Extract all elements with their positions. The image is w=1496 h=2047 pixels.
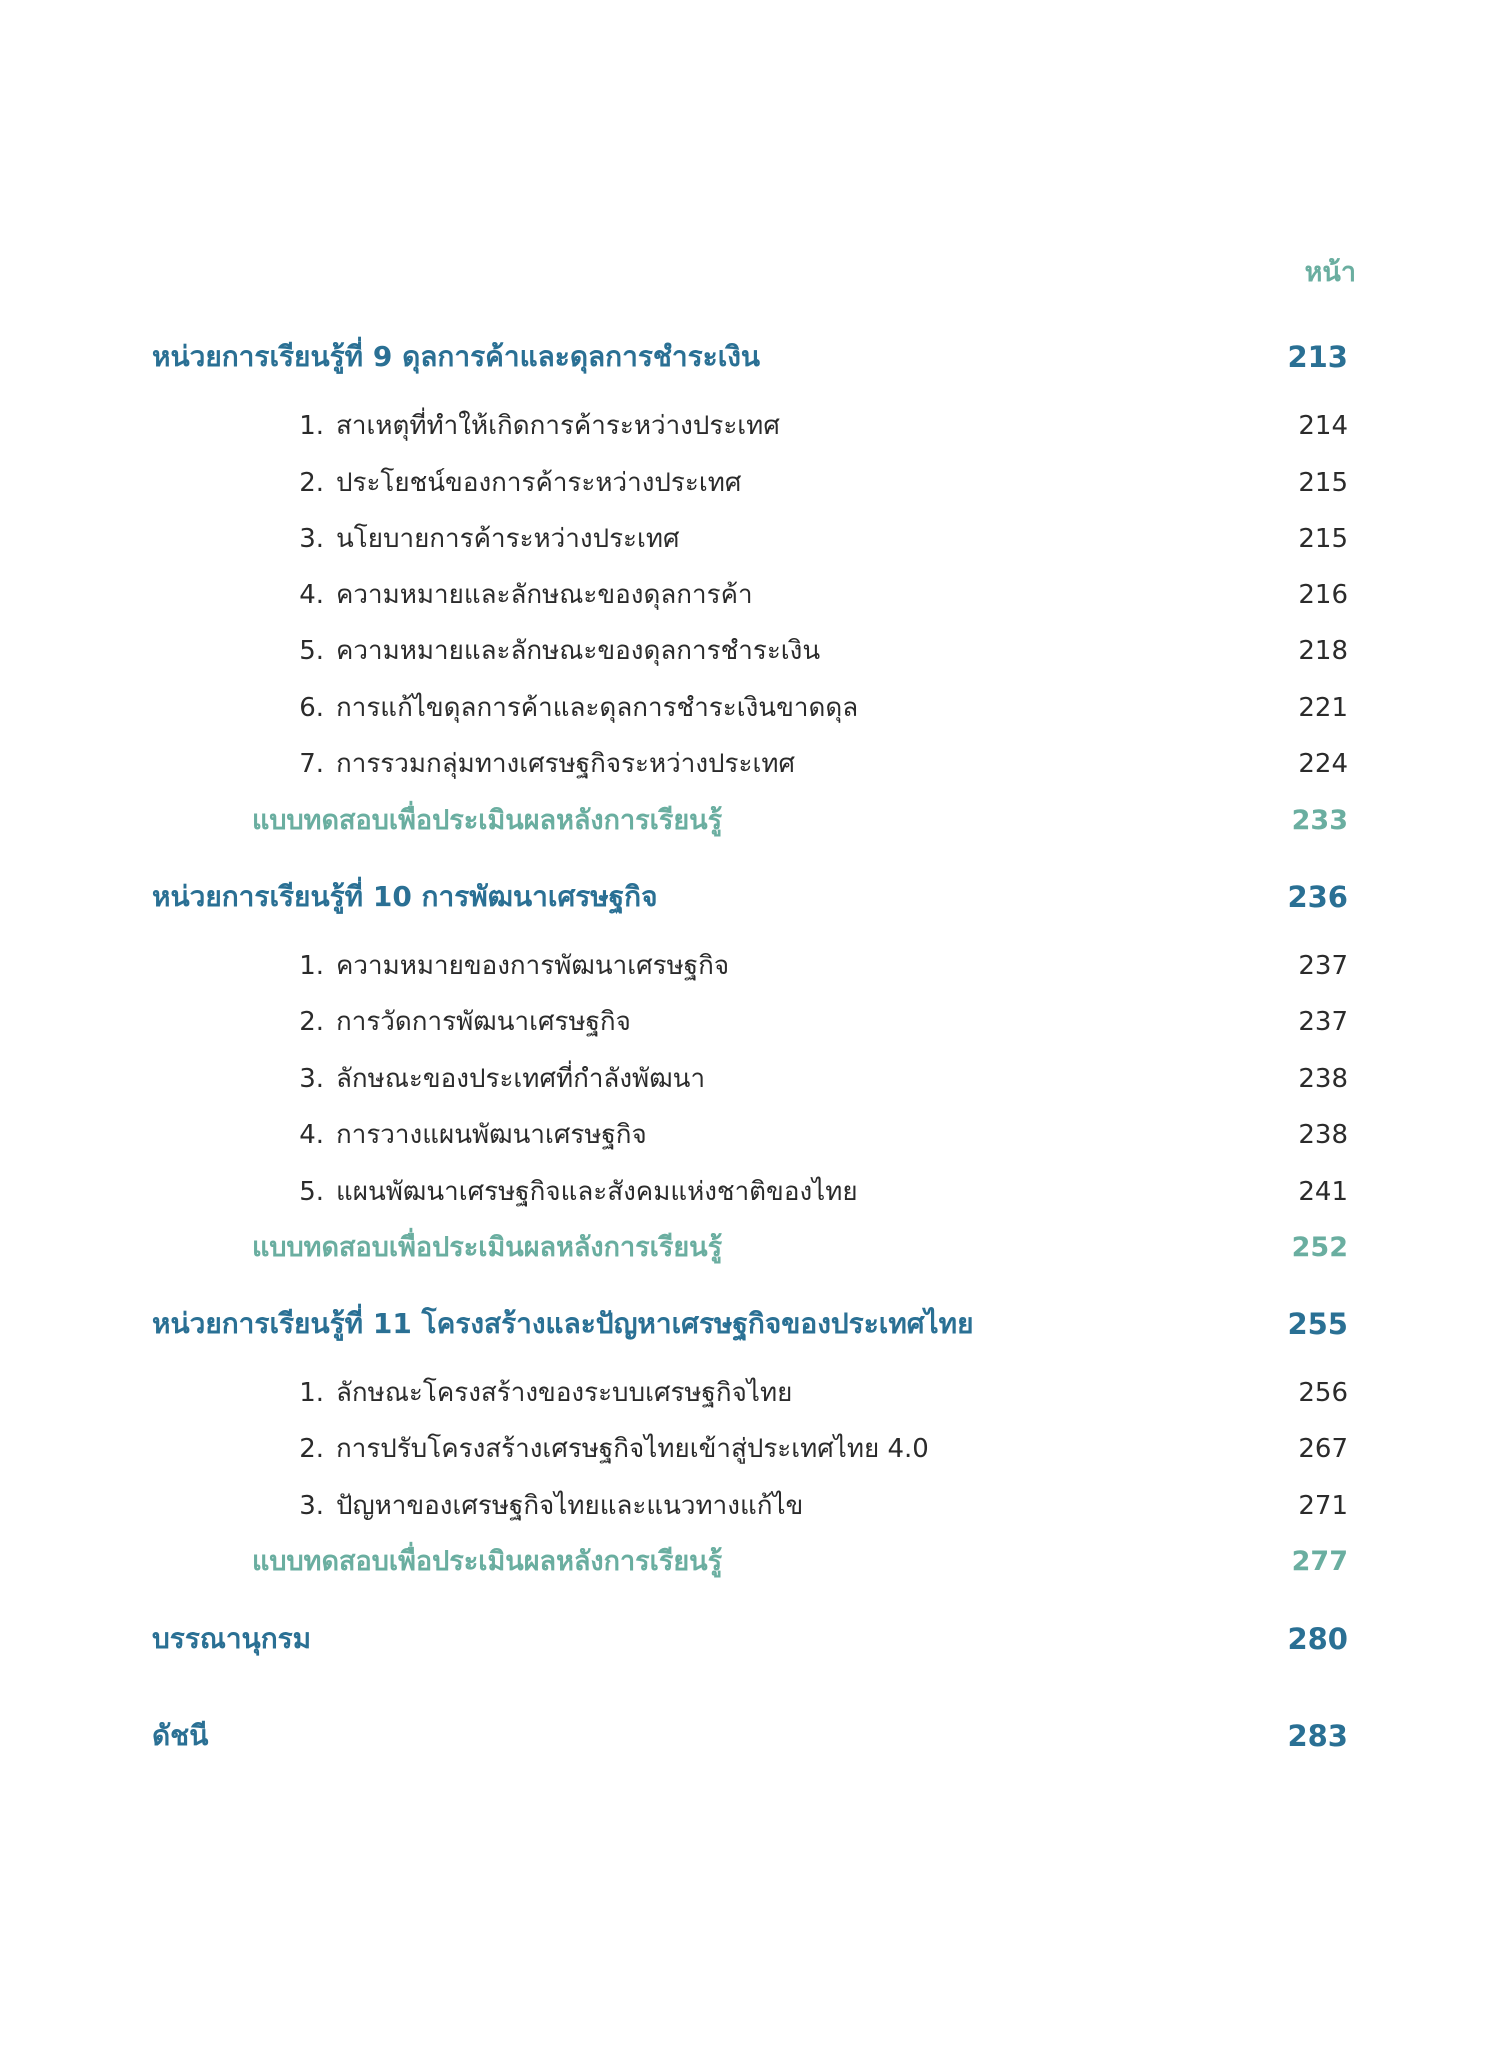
item-number: 3. [299,524,324,554]
item-page-number: 214 [1298,411,1348,441]
item-number: 5. [299,1177,324,1207]
unit-page-number: 213 [1287,340,1348,374]
toc-item[interactable] [0,938,1496,994]
toc-item[interactable] [0,623,1496,679]
toc-item[interactable] [0,1164,1496,1220]
item-text: การรวมกลุ่มทางเศรษฐกิจระหว่างประเทศ [336,749,795,779]
assessment-text: แบบทดสอบเพื่อประเมินผลหลังการเรียนรู้ [252,1546,723,1577]
item-text: การวางแผนพัฒนาเศรษฐกิจ [336,1120,647,1150]
unit-title: หน่วยการเรียนรู้ที่ 11 โครงสร้างและปัญหาเศรษฐกิจของประเทศไทย [152,1307,974,1340]
toc-item[interactable] [0,1421,1496,1477]
assessment-page-number: 277 [1291,1546,1348,1577]
item-text: แผนพัฒนาเศรษฐกิจและสังคมแห่งชาติของไทย [336,1177,858,1207]
item-number: 4. [299,580,324,610]
item-text: ความหมายของการพัฒนาเศรษฐกิจ [336,951,730,981]
item-text: ปัญหาของเศรษฐกิจไทยและแนวทางแก้ไข [336,1491,804,1521]
toc-assessment[interactable] [0,793,1496,849]
unit-title: หน่วยการเรียนรู้ที่ 10 การพัฒนาเศรษฐกิจ [152,880,658,913]
item-page-number: 216 [1298,580,1348,610]
toc-assessment[interactable] [0,1534,1496,1590]
toc-item[interactable] [0,511,1496,567]
unit-title: หน่วยการเรียนรู้ที่ 9 ดุลการค้าและดุลการชำระเงิน [152,340,761,373]
toc-item[interactable] [0,455,1496,511]
item-number: 4. [299,1120,324,1150]
toc-item[interactable] [0,680,1496,736]
assessment-page-number: 233 [1291,805,1348,836]
toc-unit-10[interactable] [0,869,1496,925]
unit-page-number: 255 [1287,1307,1348,1341]
item-page-number: 238 [1298,1120,1348,1150]
item-page-number: 241 [1298,1177,1348,1207]
assessment-text: แบบทดสอบเพื่อประเมินผลหลังการเรียนรู้ [252,1232,723,1263]
item-page-number: 238 [1298,1064,1348,1094]
item-text: ลักษณะของประเทศที่กำลังพัฒนา [336,1064,706,1094]
toc-item[interactable] [0,994,1496,1050]
item-page-number: 221 [1298,693,1348,723]
item-page-number: 218 [1298,636,1348,666]
toc-unit-11[interactable] [0,1296,1496,1352]
toc-item[interactable] [0,1107,1496,1163]
item-text: ประโยชน์ของการค้าระหว่างประเทศ [336,468,742,498]
bibliography-title: บรรณานุกรม [152,1622,312,1655]
item-page-number: 237 [1298,951,1348,981]
item-number: 1. [299,1378,324,1408]
item-text: การวัดการพัฒนาเศรษฐกิจ [336,1007,631,1037]
toc-item[interactable] [0,1478,1496,1534]
toc-assessment[interactable] [0,1220,1496,1276]
item-text: นโยบายการค้าระหว่างประเทศ [336,524,680,554]
item-number: 6. [299,693,324,723]
item-page-number: 237 [1298,1007,1348,1037]
assessment-page-number: 252 [1291,1232,1348,1263]
assessment-text: แบบทดสอบเพื่อประเมินผลหลังการเรียนรู้ [252,805,723,836]
item-number: 5. [299,636,324,666]
item-page-number: 215 [1298,468,1348,498]
page-column-header: หน้า [1304,257,1356,288]
toc-item[interactable] [0,736,1496,792]
item-text: การปรับโครงสร้างเศรษฐกิจไทยเข้าสู่ประเทศไทย 4.0 [336,1434,929,1464]
item-number: 2. [299,468,324,498]
item-number: 3. [299,1491,324,1521]
item-number: 3. [299,1064,324,1094]
item-page-number: 267 [1298,1434,1348,1464]
item-page-number: 271 [1298,1491,1348,1521]
toc-item[interactable] [0,1051,1496,1107]
toc-item[interactable] [0,398,1496,454]
unit-page-number: 236 [1287,880,1348,914]
item-number: 7. [299,749,324,779]
item-text: ความหมายและลักษณะของดุลการค้า [336,580,753,610]
toc-item[interactable] [0,567,1496,623]
item-text: ความหมายและลักษณะของดุลการชำระเงิน [336,636,821,666]
item-page-number: 256 [1298,1378,1348,1408]
bibliography-page-number: 280 [1287,1622,1348,1656]
item-page-number: 224 [1298,749,1348,779]
item-text: ลักษณะโครงสร้างของระบบเศรษฐกิจไทย [336,1378,793,1408]
item-number: 1. [299,951,324,981]
toc-item[interactable] [0,1365,1496,1421]
toc-unit-9[interactable] [0,329,1496,385]
index-page-number: 283 [1287,1719,1348,1753]
toc-index[interactable] [0,1708,1496,1764]
item-text: สาเหตุที่ทำให้เกิดการค้าระหว่างประเทศ [336,411,780,441]
item-number: 2. [299,1434,324,1464]
item-page-number: 215 [1298,524,1348,554]
item-number: 2. [299,1007,324,1037]
item-number: 1. [299,411,324,441]
toc-bibliography[interactable] [0,1611,1496,1667]
index-title: ดัชนี [152,1719,209,1752]
item-text: การแก้ไขดุลการค้าและดุลการชำระเงินขาดดุล [336,693,859,723]
